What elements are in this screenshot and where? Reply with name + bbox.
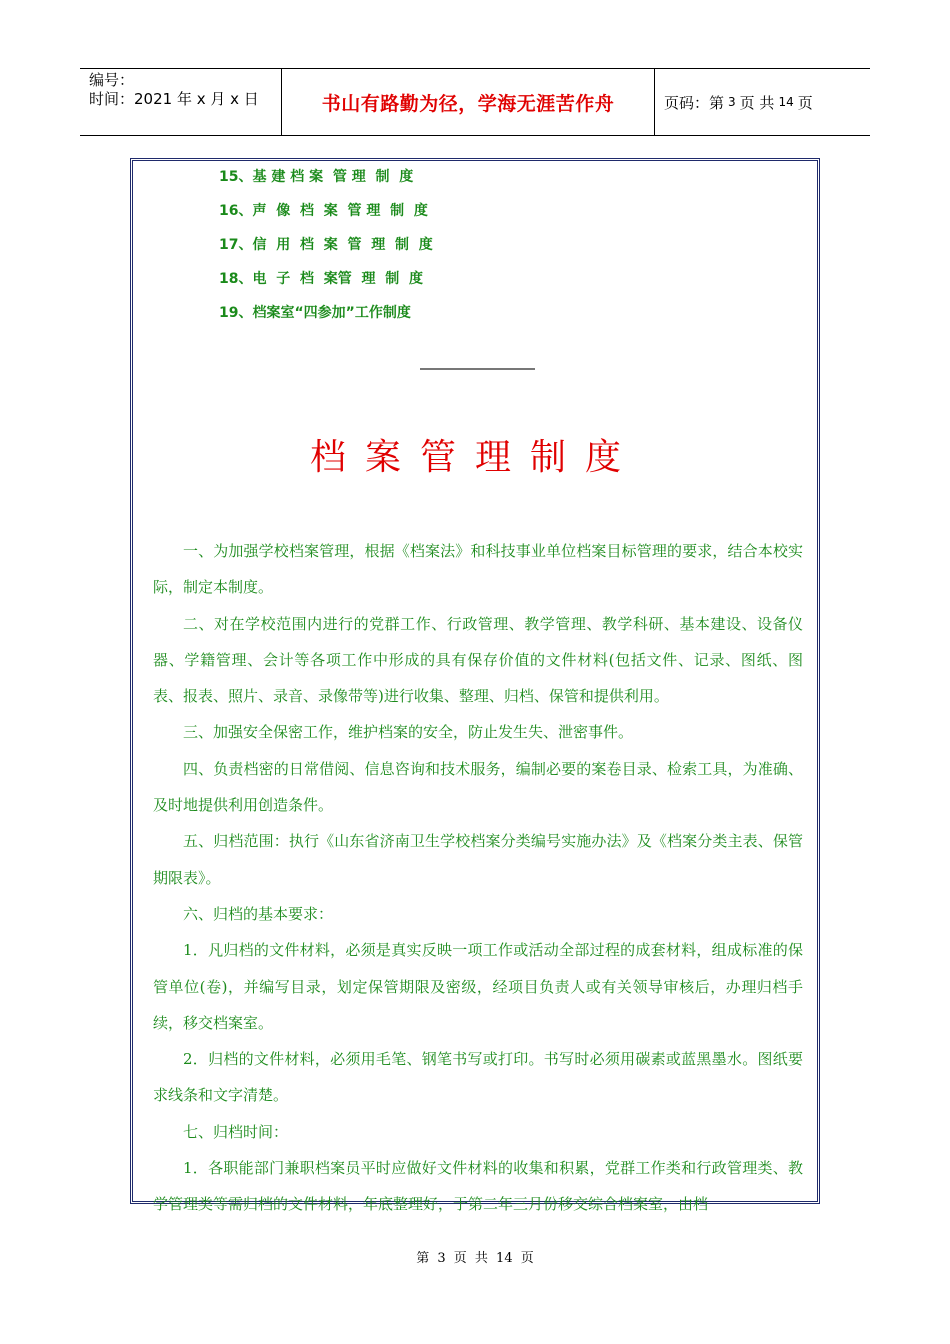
page-header <box>80 68 870 136</box>
paragraph: 五、归档范围：执行《山东省济南卫生学校档案分类编号实施办法》及《档案分类主表、保管期限表》。 <box>153 832 803 887</box>
header-meta <box>80 69 282 135</box>
paragraph: 2．归档的文件材料，必须用毛笔、钢笔书写或打印。书写时必须用碳素或蓝黑墨水。图纸要求线条和文字清楚。 <box>153 1050 803 1105</box>
paragraph: 二、对在学校范围内进行的党群工作、行政管理、教学管理、教学科研、基本建设、设备仪器、学籍管理、会计等各项工作中形成的具有保存价值的文件材料(包括文件、记录、图纸、图表、报表、照片、录音、录像带等)进行收集、整理、归档、保管和提供利用。 <box>153 614 803 706</box>
header-motto: 书山有路勤为径，学海无涯苦作舟 <box>282 69 655 135</box>
paragraph: 1．各职能部门兼职档案员平时应做好文件材料的收集和积累，党群工作类和行政管理类、教学管理类等需归档的文件材料，年底整理好，于第二年三月份移交综合档案室，由档 <box>153 1159 803 1214</box>
page-prefix: 页码：第 <box>664 93 725 112</box>
document-number-label: 编号： <box>89 71 135 89</box>
toc-item: 16、声 像 档 案 管 理 制 度 <box>219 203 428 219</box>
toc-item: 18、电 子 档 案管 理 制 度 <box>219 271 423 287</box>
header-page-number <box>655 69 870 135</box>
paragraph: 三、加强安全保密工作，维护档案的安全，防止发生失、泄密事件。 <box>183 723 634 742</box>
page-current: 3 <box>728 95 736 109</box>
content-frame <box>130 158 820 1214</box>
page-suffix: 页 <box>797 93 813 112</box>
paragraph: 六、归档的基本要求： <box>183 904 334 923</box>
paragraph: 四、负责档密的日常借阅、信息咨询和技术服务，编制必要的案卷目录、检索工具，为准确、及时地提供利用创造条件。 <box>153 759 803 815</box>
page-middle: 页 共 <box>739 93 775 112</box>
toc-item: 19、档案室“四参加”工作制度 <box>219 305 411 321</box>
toc-item: 17、信 用 档 案 管 理 制 度 <box>219 237 433 253</box>
section-divider <box>420 368 535 370</box>
document-title: 档案管理制度 <box>309 437 640 478</box>
toc-item: 15、基 建 档 案 管 理 制 度 <box>219 169 414 185</box>
document-body <box>153 533 803 1223</box>
page-total: 14 <box>778 95 794 109</box>
paragraph: 1．凡归档的文件材料，必须是真实反映一项工作或活动全部过程的成套材料，组成标准的保管单位(卷)，并编写目录，划定保管期限及密级，经项目负责人或有关领导审核后，办理归档手续，移交档案室。 <box>153 941 803 1032</box>
paragraph: 一、为加强学校档案管理，根据《档案法》和科技事业单位档案目标管理的要求，结合本校实际，制定本制度。 <box>153 542 803 597</box>
paragraph: 七、归档时间： <box>183 1122 289 1141</box>
document-date-label: 时间：2021 年 x 月 x 日 <box>89 90 259 108</box>
toc-list <box>219 167 433 337</box>
page-footer: 第 3 页 共 14 页 <box>416 1251 534 1266</box>
